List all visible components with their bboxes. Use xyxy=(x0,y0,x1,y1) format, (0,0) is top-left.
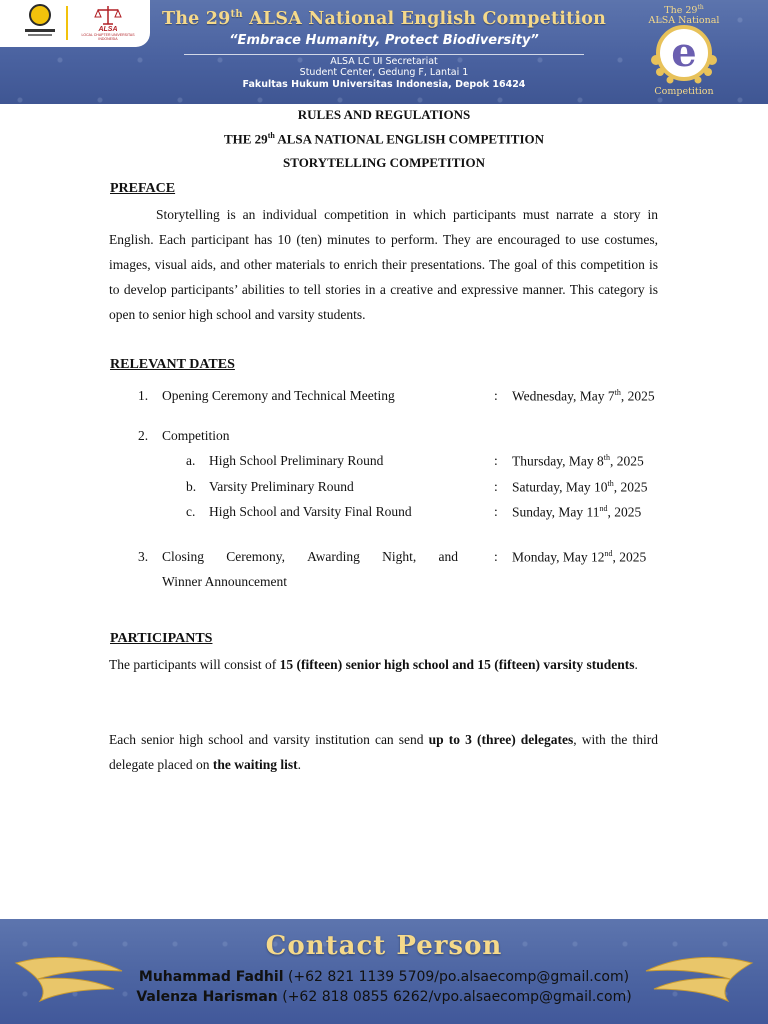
alsa-logo-text: ALSA xyxy=(98,26,118,33)
address-line-2: Student Center, Gedung F, Lantai 1 xyxy=(299,67,469,78)
date-item-closing-line2: Winner Announcement xyxy=(162,574,288,589)
contact-person-title: Contact Person xyxy=(265,931,503,961)
date-subitem-final: c. High School and Varsity Final Round : Sunday, May 11nd, 2025 xyxy=(186,504,642,520)
date-subitem-hs-prelim: a. High School Preliminary Round : Thursday, May 8th, 2025 xyxy=(186,453,644,469)
alsa-logo-subtext: LOCAL CHAPTER UNIVERSITAS INDONESIA xyxy=(81,33,135,41)
svg-text:e: e xyxy=(671,29,697,76)
logo-divider xyxy=(66,6,68,40)
participants-heading: PARTICIPANTS xyxy=(110,631,213,646)
header-divider xyxy=(184,54,584,55)
contact-line-1: Muhammad Fadhil (+62 821 1139 5709/po.alsaecomp@gmail.com) xyxy=(138,969,630,985)
scale-of-justice-icon xyxy=(94,4,122,26)
date-subitem-varsity-prelim: b. Varsity Preliminary Round : Saturday, May 10th, 2025 xyxy=(186,479,648,495)
date-item-competition: 2. Competition xyxy=(138,428,230,443)
competition-tagline: “Embrace Humanity, Protect Biodiversity” xyxy=(229,33,539,48)
alsa-logo xyxy=(78,4,138,44)
doc-title-competition: THE 29th ALSA NATIONAL ENGLISH COMPETITION xyxy=(223,131,545,147)
date-item-opening: 1. Opening Ceremony and Technical Meeting : Wednesday, May 7th, 2025 xyxy=(138,388,655,404)
logo-card xyxy=(0,0,150,47)
date-item-closing: 3. Closing Ceremony, Awarding Night, and : Monday, May 12nd, 2025 xyxy=(138,549,647,565)
doc-title-rules: RULES AND REGULATIONS xyxy=(297,107,471,122)
letterhead-header xyxy=(0,0,768,104)
preface-paragraph: Storytelling is an individual competition in which participants must narrate a story in English. Each participant has 10 (ten) minutes to perform. They are encouraged to use costumes, images, visual aids, and other materials to enrich their presentations. The goal of this competition is to develop participants’ abilities to tell stories in a creative and expressive manner. This category is open to senior high school and varsity students. xyxy=(109,207,658,322)
contact-footer xyxy=(0,919,768,1024)
competition-badge xyxy=(636,0,732,100)
doc-title-storytelling: STORYTELLING COMPETITION xyxy=(283,155,485,170)
participants-paragraph-1: The participants will consist of 15 (fifteen) senior high school and 15 (fifteen) varsity students. xyxy=(109,657,638,672)
relevant-dates-heading: RELEVANT DATES xyxy=(110,357,235,372)
preface-heading: PREFACE xyxy=(110,181,176,196)
address-line-3: Fakultas Hukum Universitas Indonesia, Depok 16424 xyxy=(242,79,526,90)
address-line-1: ALSA LC UI Secretariat xyxy=(330,56,438,67)
university-indonesia-logo-icon xyxy=(24,4,56,44)
laurel-e-emblem-icon xyxy=(646,22,722,84)
participants-paragraph-2: Each senior high school and varsity institution can send up to 3 (three) delegates, with the third delegate placed on the waiting list. xyxy=(109,732,658,772)
contact-line-2: Valenza Harisman (+62 818 0855 6262/vpo.alsaecomp@gmail.com) xyxy=(136,989,632,1005)
badge-bottom-text: Competition xyxy=(654,86,714,97)
competition-title: The 29th ALSA National English Competition xyxy=(161,9,607,29)
badge-title: The 29th ALSA National xyxy=(648,4,720,27)
